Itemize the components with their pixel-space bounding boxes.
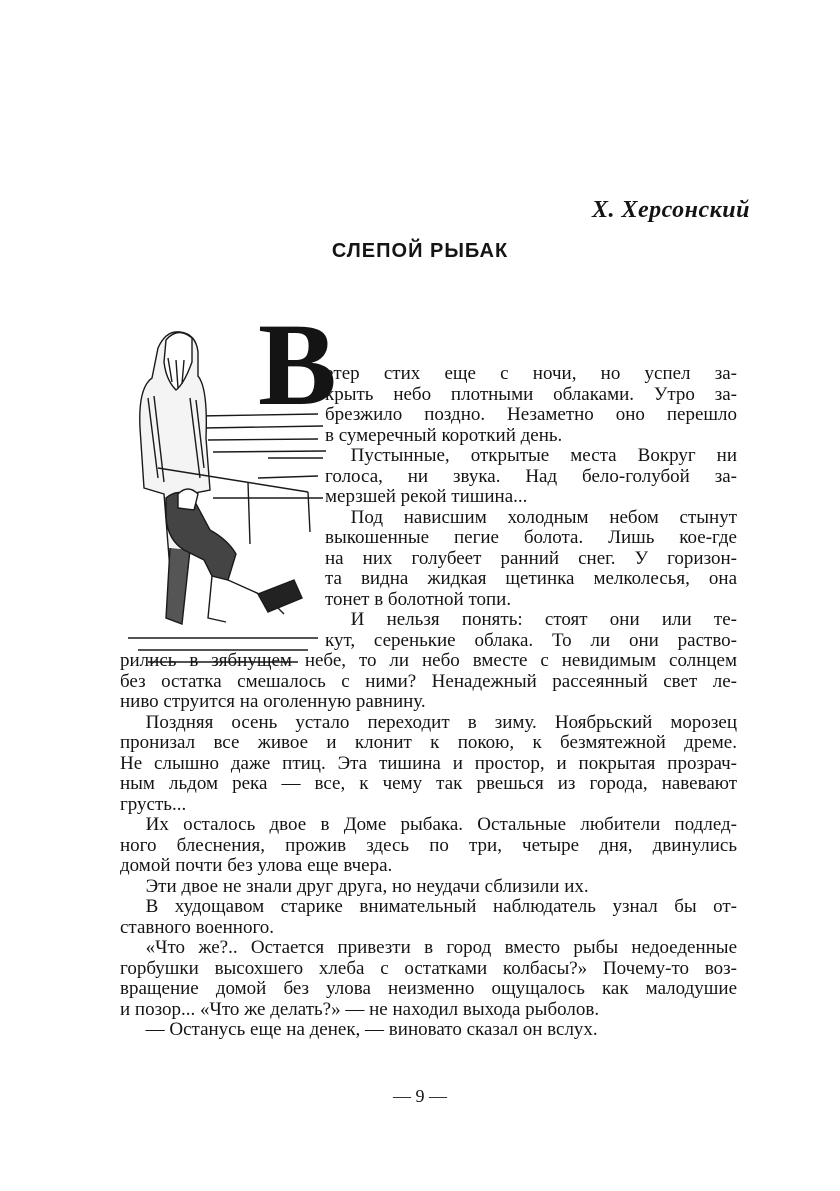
- text-line: ставного военного.: [120, 916, 275, 938]
- text-line: мерзшей рекой тишина...: [325, 486, 528, 507]
- text-line: Под нависшим холодным небом стынут: [350, 506, 737, 528]
- text-line: тонет в болотной топи.: [325, 588, 512, 610]
- text-line: етер стих еще с ночи, но успел за-: [325, 363, 737, 384]
- text-line: ниво струится на оголенную равнину.: [120, 691, 426, 712]
- text-line: Поздняя осень устало переходит в зиму. Ноябрьский морозец: [145, 711, 737, 733]
- story-title: СЛЕПОЙ РЫБАК: [331, 240, 509, 262]
- text-line: пронизал все живое и клонит к покою, к безмятежной дреме.: [120, 732, 737, 753]
- author-name: Х. Херсонский: [591, 197, 750, 223]
- text-line: Не слышно даже птиц. Эта тишина и простор, и покрытая прозрач-: [120, 752, 737, 774]
- text-line: «Что же?.. Остается привезти в город вместо рыбы недоеденные: [145, 937, 737, 958]
- text-line: та видна жидкая щетинка мелколесья, она: [325, 568, 737, 589]
- text-line: и позор... «Что же делать?» — не находил выхода рыболов.: [120, 998, 600, 1020]
- text-line: И нельзя понять: стоят они или те-: [350, 609, 737, 630]
- drop-cap: В: [258, 299, 337, 430]
- text-line: Их осталось двое в Доме рыбака. Остальные любители подлед-: [145, 814, 737, 835]
- text-line: ным льдом река — все, к чему так рвешься из города, навевают: [120, 773, 737, 794]
- text-line: ного блеснения, прожив здесь по три, четыре дня, двинулись: [120, 834, 737, 856]
- text-line: горбушки высохшего хлеба с остатками колбасы?» Почему-то воз-: [120, 957, 737, 979]
- text-line: Пустынные, открытые места Вокруг ни: [350, 445, 737, 466]
- text-line: брезжило поздно. Незаметно оно перешло: [325, 404, 737, 425]
- text-line: вращение домой без улова неизменно ощущалось как малодушие: [120, 978, 737, 999]
- text-line: крыть небо плотными облаками. Утро за-: [325, 383, 737, 405]
- text-line: Эти двое не знали друг друга, но неудачи сблизили их.: [145, 875, 589, 897]
- text-line: рились в зябнущем небе, то ли небо вместе с невидимым солнцем: [120, 650, 737, 671]
- text-line: кут, серенькие облака. То ли они раство-: [325, 629, 737, 651]
- text-line: в сумеречный короткий день.: [325, 424, 563, 446]
- text-line: выкошенные пегие болота. Лишь кое-где: [325, 527, 737, 548]
- story-body: [120, 364, 737, 1041]
- text-line: грусть...: [120, 793, 187, 815]
- text-line: голоса, ни звука. Над бело-голубой за-: [325, 465, 737, 487]
- text-line: В худощавом старике внимательный наблюдатель узнал бы от-: [145, 896, 737, 917]
- text-line: на них голубеет ранний снег. У горизон-: [325, 547, 737, 569]
- text-line: — Останусь еще на денек, — виновато сказал он вслух.: [145, 1019, 598, 1040]
- text-line: домой почти без улова еще вчера.: [120, 855, 393, 876]
- text-line: без остатка смешалось с ними? Ненадежный рассеянный свет ле-: [120, 670, 737, 692]
- page-number: — 9 —: [393, 1086, 447, 1106]
